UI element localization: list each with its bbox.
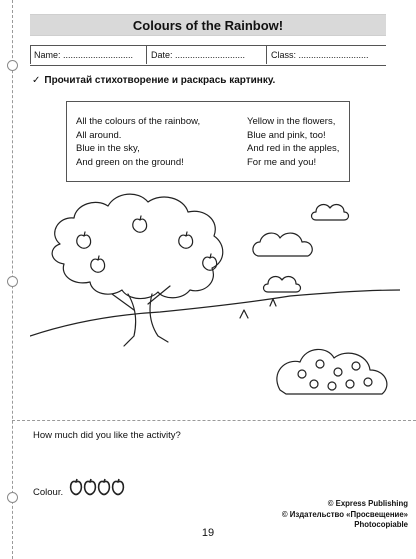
field-separator [30,46,31,64]
poem-line: All around. [76,129,122,141]
class-field[interactable]: Class: ............................ [271,50,369,60]
apple-icon [99,479,110,495]
instruction-text: Прочитай стихотворение и раскрась картинку. [44,75,276,86]
poem-line: All the colours of the rainbow, [76,116,201,127]
flowers [298,360,372,390]
feedback-question: How much did you like the activity? [33,430,181,441]
cloud [264,277,301,292]
cloud [312,205,349,220]
tree-canopy [52,194,223,298]
poem-line: And green on the ground! [76,157,184,169]
field-separator [146,46,147,64]
checkmark-icon: ✓ [32,75,41,86]
name-field[interactable]: Name: ............................ [34,50,134,60]
credit-line: © Издательство «Просвещение» [281,509,408,519]
title-bar [30,14,386,36]
field-separator [266,46,267,64]
credit-line: © Express Publishing [327,499,408,508]
poem-line: Yellow in the flowers, [247,116,336,127]
credit-line: Photocopiable [354,520,408,529]
page-number: 19 [201,527,215,539]
apple-icon [71,479,82,495]
poem-box [66,101,350,182]
punch-hole [7,60,18,71]
flower-bush [277,349,387,394]
poem-line: For me and you! [247,157,317,169]
poem-line: And red in the apples, [247,143,340,155]
ground-line [30,290,400,336]
credits [282,499,408,531]
section-divider [12,420,416,421]
instruction [32,75,275,86]
poem-line: Blue and pink, too! [247,129,326,141]
poem-stanza-2 [247,115,339,170]
apple-icon [113,479,124,495]
page-title: Colours of the Rainbow! [132,18,284,33]
rating-apples[interactable] [69,478,129,498]
tree-trunk [124,294,168,346]
poem-stanza-1 [76,115,200,170]
punch-hole [7,276,18,287]
cloud [253,233,312,256]
coloring-illustration[interactable] [30,186,400,416]
apple-group [77,216,217,272]
date-field[interactable]: Date: ............................ [151,50,246,60]
poem-line: Blue in the sky, [76,143,140,155]
punch-hole [7,492,18,503]
colour-instruction: Colour. [33,487,64,498]
name-date-class-row [30,45,386,66]
apple-icon [85,479,96,495]
